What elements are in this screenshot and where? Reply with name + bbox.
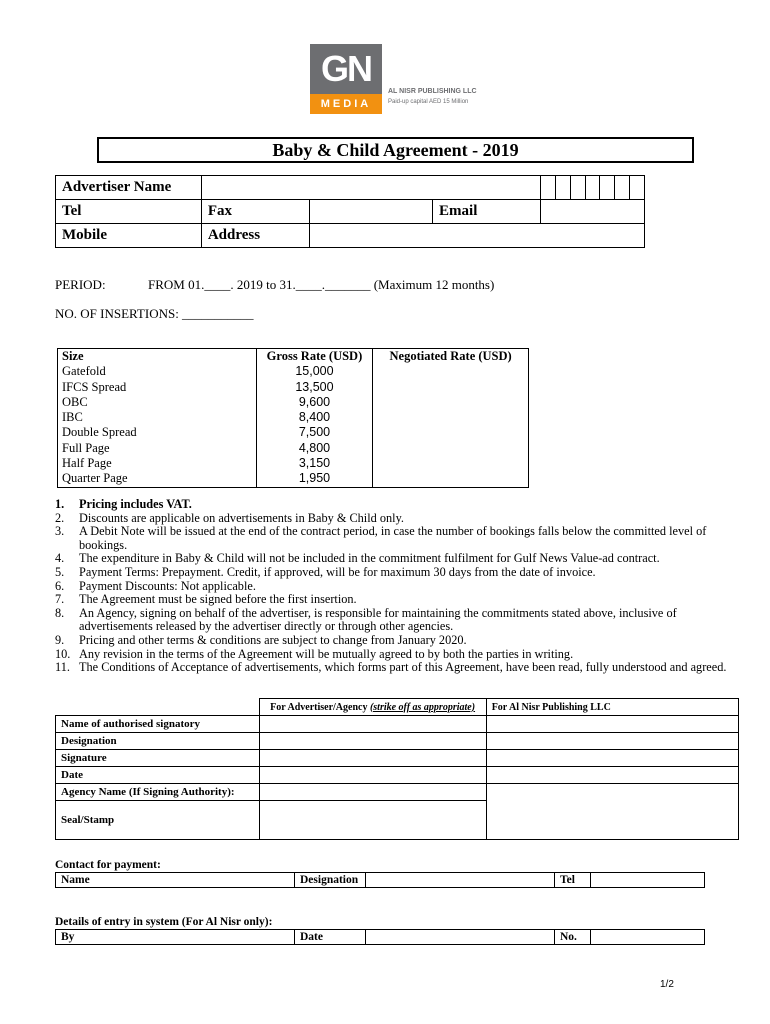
logo-media-text: MEDIA xyxy=(310,94,382,114)
char-box[interactable] xyxy=(541,176,556,200)
payment-label: Contact for payment: xyxy=(55,859,161,871)
char-box[interactable] xyxy=(630,176,645,200)
char-box[interactable] xyxy=(570,176,585,200)
gross-cell: 15,000 xyxy=(295,364,334,379)
list-item: 11. The Conditions of Acceptance of advertisements, which forms part of this Agreement, have been read, fully understood and agreed. xyxy=(55,660,727,675)
list-item: 5. Payment Terms: Prepayment. Credit, if approved, will be for maximum 30 days from the date of invoice. xyxy=(55,564,596,579)
size-cell: Gatefold xyxy=(62,364,106,379)
char-box[interactable] xyxy=(600,176,615,200)
signatory-table xyxy=(55,698,739,840)
size-cell: Half Page xyxy=(62,456,112,471)
document-title: Baby & Child Agreement - 2019 xyxy=(97,137,694,163)
gross-header: Gross Rate (USD) xyxy=(266,349,363,363)
advertiser-signature-field[interactable] xyxy=(259,750,486,767)
payment-table xyxy=(55,872,705,888)
strike-note: (strike off as appropriate) xyxy=(369,701,476,713)
size-header: Size xyxy=(62,349,84,363)
address-field[interactable] xyxy=(310,224,645,248)
alnisr-header: For Al Nisr Publishing LLC xyxy=(486,699,738,716)
payment-tel-label: Tel xyxy=(555,873,591,888)
size-cell: Full Page xyxy=(62,440,110,455)
entry-by-label: By xyxy=(56,930,295,945)
advertiser-designation-field[interactable] xyxy=(259,733,486,750)
entry-date-label: Date xyxy=(295,930,366,945)
row-label: Signature xyxy=(56,750,260,767)
payment-tel-field[interactable] xyxy=(591,873,705,888)
negotiated-header: Negotiated Rate (USD) xyxy=(389,349,512,363)
gross-cell: 7,500 xyxy=(298,425,331,440)
email-label: Email xyxy=(433,200,541,224)
row-label: Agency Name (If Signing Authority): xyxy=(56,784,260,801)
address-label: Address xyxy=(201,224,309,248)
list-item: 3. A Debit Note will be issued at the end of the contract period, in case the number of bookings falls below the committed level of bookings. xyxy=(55,524,707,552)
char-box[interactable] xyxy=(615,176,630,200)
advertiser-agency-header: For Advertiser/Agency (strike off as appropriate) xyxy=(259,699,486,716)
rates-table xyxy=(57,348,529,488)
advertiser-name-label: Advertiser Name xyxy=(56,176,202,200)
payment-designation-field[interactable] xyxy=(366,873,555,888)
char-box[interactable] xyxy=(585,176,600,200)
alnisr-signatory-field[interactable] xyxy=(486,716,738,733)
logo-mark: GN xyxy=(310,44,382,94)
list-item: 1. Pricing includes VAT. xyxy=(55,497,192,511)
row-label: Designation xyxy=(56,733,260,750)
fax-label: Fax xyxy=(201,200,309,224)
gross-cell: 3,150 xyxy=(298,456,331,471)
advertiser-table xyxy=(55,175,645,248)
alnisr-signature-field[interactable] xyxy=(486,750,738,767)
list-item: 10. Any revision in the terms of the Agreement will be mutually agreed to by both the parties in writing. xyxy=(55,646,574,661)
advertiser-name-field[interactable] xyxy=(201,176,540,200)
advertiser-date-field[interactable] xyxy=(259,767,486,784)
fax-field[interactable] xyxy=(310,200,433,224)
size-cell: Double Spread xyxy=(62,425,137,440)
entry-table xyxy=(55,929,705,945)
page-number: 1/2 xyxy=(660,979,674,990)
row-label: Name of authorised signatory xyxy=(56,716,260,733)
advertiser-seal-field[interactable] xyxy=(259,801,486,840)
alnisr-designation-field[interactable] xyxy=(486,733,738,750)
advertiser-signatory-field[interactable] xyxy=(259,716,486,733)
size-cell: IBC xyxy=(62,410,83,425)
negotiated-column[interactable] xyxy=(373,349,529,488)
gross-cell: 8,400 xyxy=(298,410,331,425)
gross-cell: 9,600 xyxy=(298,394,331,409)
row-label: Date xyxy=(56,767,260,784)
insertions-line: NO. OF INSERTIONS: ___________ xyxy=(55,306,254,321)
agency-name-field[interactable] xyxy=(259,784,486,801)
list-item: 9. Pricing and other terms & conditions are subject to change from January 2020. xyxy=(55,632,467,647)
company-capital: Paid-up capital AED 15 Million xyxy=(388,99,469,105)
gross-cell: 1,950 xyxy=(298,471,331,486)
terms-list xyxy=(55,498,740,675)
gross-cell: 4,800 xyxy=(298,440,331,455)
list-item: 8. An Agency, signing on behalf of the advertiser, is responsible for maintaining the commitments stated above, inclusive of advertisements released by the advertiser directly or through other agencies. xyxy=(55,605,677,634)
entry-label: Details of entry in system (For Al Nisr only): xyxy=(55,916,273,928)
alnisr-date-field[interactable] xyxy=(486,767,738,784)
list-item: 6. Payment Discounts: Not applicable. xyxy=(55,578,256,593)
size-cell: IFCS Spread xyxy=(62,379,127,394)
gross-cell: 13,500 xyxy=(295,379,334,394)
entry-no-label: No. xyxy=(555,930,591,945)
mobile-label: Mobile xyxy=(56,224,202,248)
entry-no-field[interactable] xyxy=(591,930,705,945)
period-label: PERIOD: xyxy=(55,277,106,292)
payment-designation-label: Designation xyxy=(295,873,366,888)
email-field[interactable] xyxy=(541,200,645,224)
row-label: Seal/Stamp xyxy=(56,801,260,840)
char-box[interactable] xyxy=(556,176,571,200)
company-name: AL NISR PUBLISHING LLC xyxy=(388,88,477,95)
list-item: 7. The Agreement must be signed before the first insertion. xyxy=(55,592,357,607)
size-cell: OBC xyxy=(62,394,88,409)
gn-media-logo xyxy=(310,44,382,114)
payment-name-label: Name xyxy=(56,873,295,888)
size-cell: Quarter Page xyxy=(62,471,128,486)
list-item: 2. Discounts are applicable on advertisements in Baby & Child only. xyxy=(55,510,405,525)
list-item: 4. The expenditure in Baby & Child will not be included in the commitment fulfilment for Gulf News Value-ad contract. xyxy=(55,551,660,566)
alnisr-seal-field[interactable] xyxy=(486,784,738,840)
period-text: FROM 01.____. 2019 to 31.____._______ (Maximum 12 months) xyxy=(148,277,495,292)
entry-date-field[interactable] xyxy=(366,930,555,945)
tel-label: Tel xyxy=(56,200,202,224)
